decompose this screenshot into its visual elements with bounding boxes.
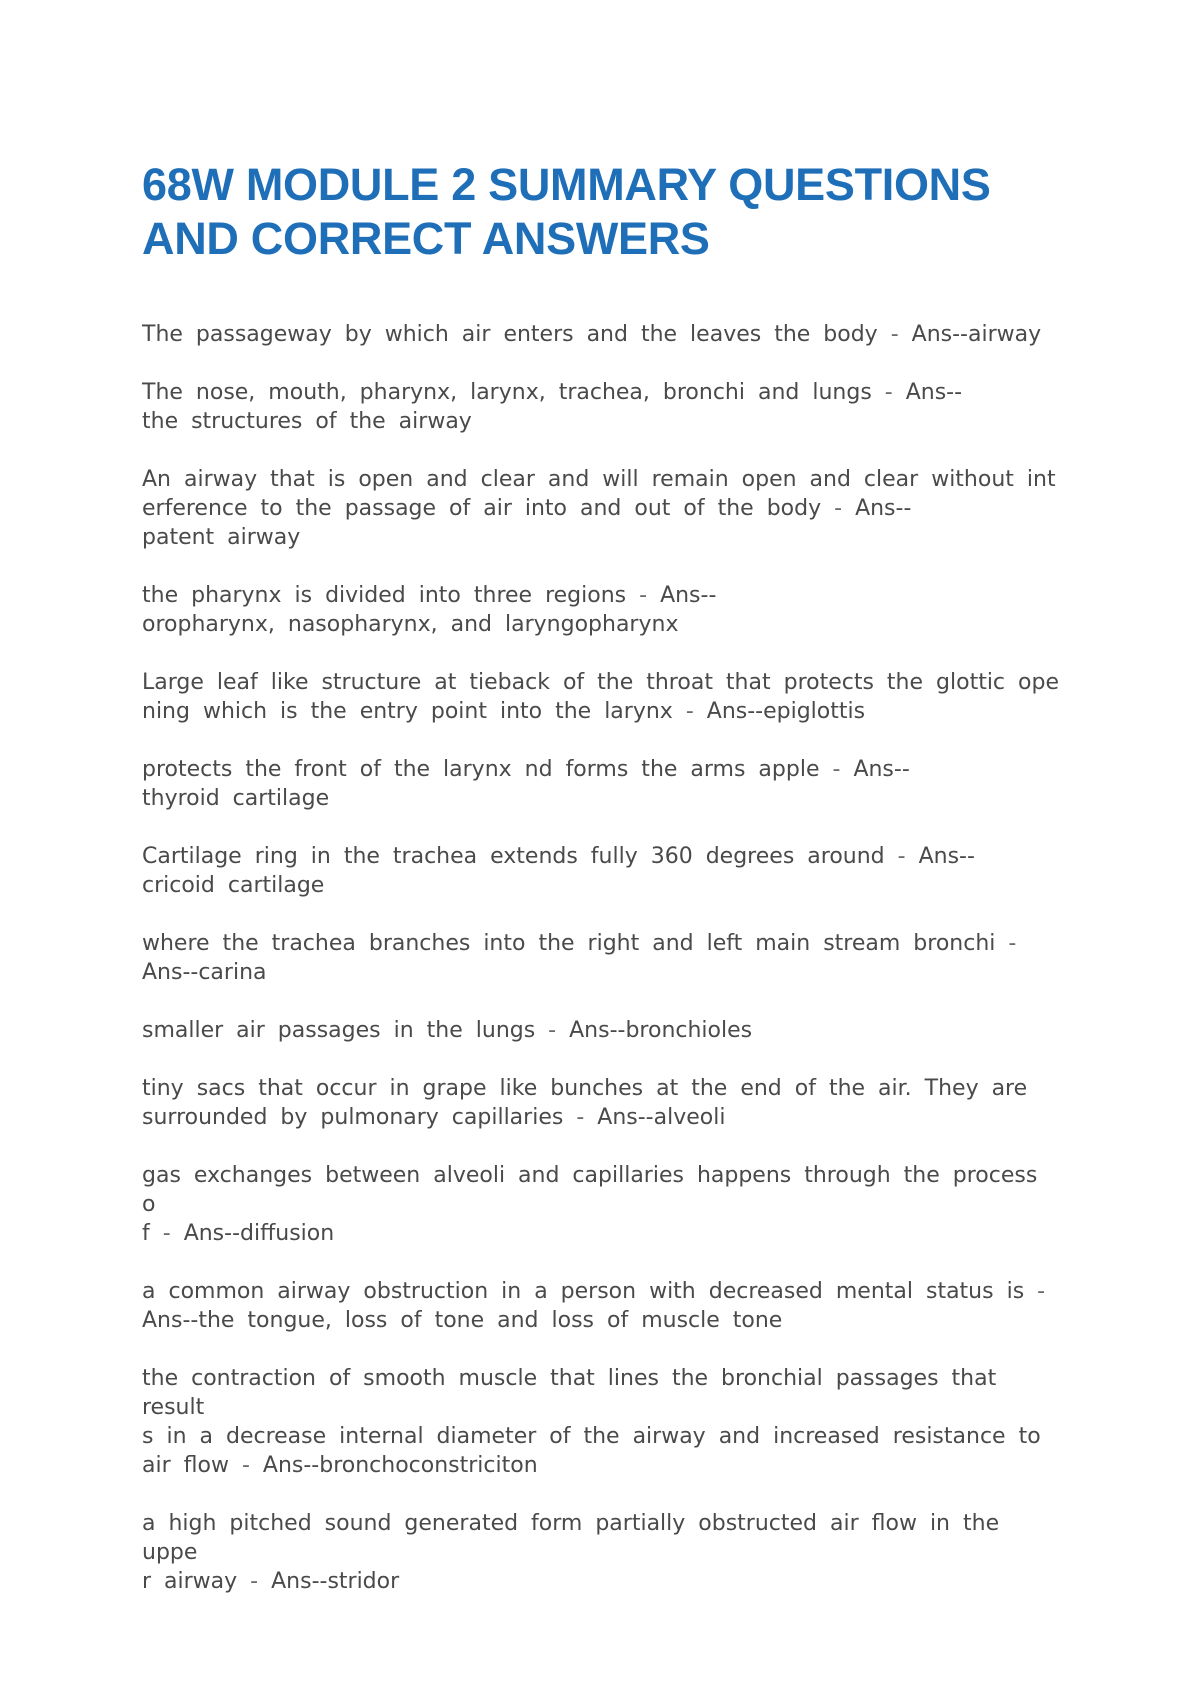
answer-text: Ans--carina	[142, 960, 267, 985]
qa-item	[142, 1016, 1062, 1045]
separator: -	[563, 1105, 598, 1130]
question-text: the contraction of smooth muscle that lines the bronchial passages that result s in a decrease internal diameter of the airway and increased resistance to air flow	[142, 1366, 1041, 1478]
question-text: The nose, mouth, pharynx, larynx, trachea, bronchi and lungs	[142, 380, 872, 405]
qa-item	[142, 378, 1062, 436]
qa-item	[142, 320, 1062, 349]
separator: -	[995, 931, 1017, 956]
separator: -	[626, 583, 661, 608]
question-text: gas exchanges between alveoli and capillaries happens through the process o f	[142, 1163, 1038, 1246]
answer-text: Ans--epiglottis	[706, 699, 866, 724]
qa-item	[142, 929, 1062, 987]
qa-item	[142, 668, 1062, 726]
qa-item	[142, 1509, 1062, 1596]
separator: -	[149, 1221, 184, 1246]
qa-item	[142, 465, 1062, 552]
separator: -	[821, 496, 856, 521]
separator: -	[535, 1018, 570, 1043]
answer-text: Ans-- oropharynx, nasopharynx, and laryngopharynx	[142, 583, 717, 637]
qa-item	[142, 1074, 1062, 1132]
answer-text: Ans--bronchoconstriciton	[262, 1453, 538, 1478]
qa-item	[142, 842, 1062, 900]
answer-text: Ans-- patent airway	[142, 496, 912, 550]
qa-list	[142, 320, 1062, 1625]
qa-item	[142, 581, 1062, 639]
separator: -	[672, 699, 707, 724]
question-text: Large leaf like structure at tieback of the throat that protects the glottic ope ning which is the entry point into the larynx	[142, 670, 1059, 724]
separator: -	[237, 1569, 272, 1594]
answer-text: Ans--airway	[911, 322, 1042, 347]
answer-text: Ans--stridor	[271, 1569, 400, 1594]
qa-item	[142, 755, 1062, 813]
answer-text: Ans-- thyroid cartilage	[142, 757, 910, 811]
question-text: protects the front of the larynx nd forms the arms apple	[142, 757, 820, 782]
answer-text: Ans-- the structures of the airway	[142, 380, 963, 434]
title-line-1: 68W MODULE 2 SUMMARY QUESTIONS	[142, 159, 991, 210]
question-text: the pharynx is divided into three regions	[142, 583, 627, 608]
separator: -	[884, 844, 919, 869]
question-text: Cartilage ring in the trachea extends fully 360 degrees around	[142, 844, 885, 869]
separator: -	[819, 757, 854, 782]
separator: -	[1024, 1279, 1046, 1304]
title-line-2: AND CORRECT ANSWERS	[142, 213, 710, 264]
qa-item	[142, 1161, 1062, 1248]
answer-text: Ans--bronchioles	[569, 1018, 753, 1043]
question-text: smaller air passages in the lungs	[142, 1018, 536, 1043]
qa-item	[142, 1364, 1062, 1480]
question-text: a common airway obstruction in a person with decreased mental status is	[142, 1279, 1025, 1304]
question-text: where the trachea branches into the right and left main stream bronchi	[142, 931, 996, 956]
answer-text: Ans--the tongue, loss of tone and loss of muscle tone	[142, 1308, 783, 1333]
separator: -	[228, 1453, 263, 1478]
answer-text: Ans--alveoli	[597, 1105, 726, 1130]
separator: -	[877, 322, 912, 347]
answer-text: Ans-- cricoid cartilage	[142, 844, 975, 898]
question-text: a high pitched sound generated form partially obstructed air flow in the uppe r airway	[142, 1511, 1000, 1594]
qa-item	[142, 1277, 1062, 1335]
question-text: tiny sacs that occur in grape like bunches at the end of the air. They are surrounded by pulmonary capillaries	[142, 1076, 1028, 1130]
question-text: The passageway by which air enters and the leaves the body	[142, 322, 878, 347]
separator: -	[871, 380, 906, 405]
answer-text: Ans--diffusion	[183, 1221, 335, 1246]
question-text: An airway that is open and clear and will remain open and clear without int erference to the passage of air into and out of the body	[142, 467, 1056, 521]
page-title	[142, 158, 1072, 266]
